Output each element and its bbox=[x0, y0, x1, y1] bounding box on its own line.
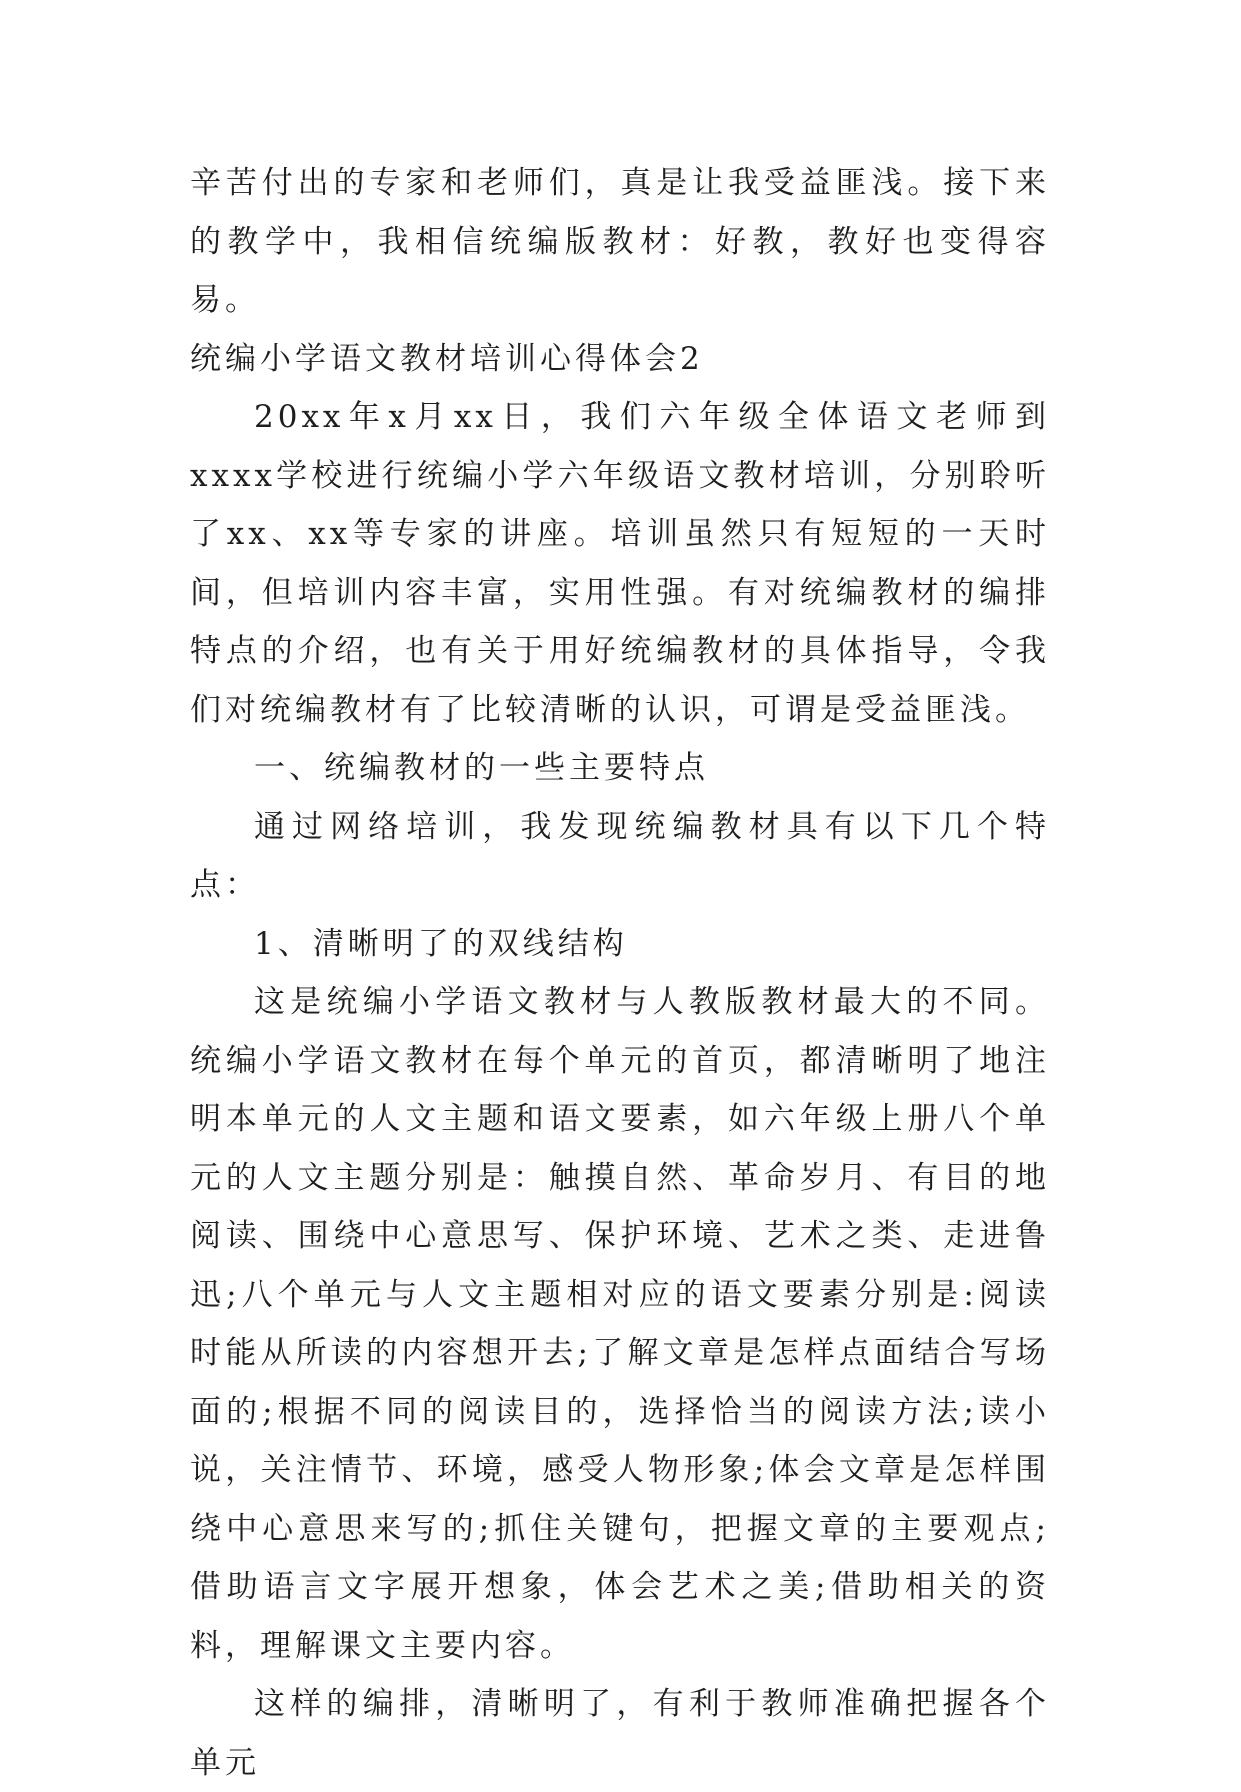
paragraph-dual-structure: 这是统编小学语文教材与人教版教材最大的不同。统编小学语文教材在每个单元的首页，都清晰明了地注明本单元的人文主题和语文要素，如六年级上册八个单元的人文主题分别是：触摸自然、革命岁月、有目的地阅读、围绕中心意思写、保护环境、艺术之类、走进鲁迅;八个单元与人文主题相对应的语文要素分别是:阅读时能从所读的内容想开去;了解文章是怎样点面结合写场面的;根据不同的阅读目的，选择恰当的阅读方法;读小说，关注情节、环境，感受人物形象;体会文章是怎样围绕中心意思来写的;抓住关键句，把握文章的主要观点;借助语言文字展开想象，体会艺术之美;借助相关的资料，理解课文主要内容。 bbox=[190, 984, 1050, 1664]
paragraph-features-lead: 通过网络培训，我发现统编教材具有以下几个特点： bbox=[190, 808, 1050, 903]
paragraph-continued: 辛苦付出的专家和老师们，真是让我受益匪浅。接下来的教学中，我相信统编版教材：好教，教好也变得容易。 bbox=[190, 165, 1050, 318]
paragraph-intro: 20xx年x月xx日，我们六年级全体语文老师到xxxx学校进行统编小学六年级语文教材培训，分别聆听了xx、xx等专家的讲座。培训虽然只有短短的一天时间，但培训内容丰富，实用性强。有对统编教材的编排特点的介绍，也有关于用好统编教材的具体指导，令我们对统编教材有了比较清晰的认识，可谓是受益匪浅。 bbox=[190, 399, 1050, 728]
subheading-dual-structure: 1、清晰明了的双线结构 bbox=[254, 925, 628, 962]
document-body bbox=[190, 154, 1050, 1792]
paragraph-arrangement: 这样的编排，清晰明了，有利于教师准确把握各个单元 bbox=[190, 1686, 1050, 1781]
section-heading: 统编小学语文教材培训心得体会2 bbox=[190, 340, 704, 377]
subheading-features: 一、统编教材的一些主要特点 bbox=[254, 750, 709, 786]
